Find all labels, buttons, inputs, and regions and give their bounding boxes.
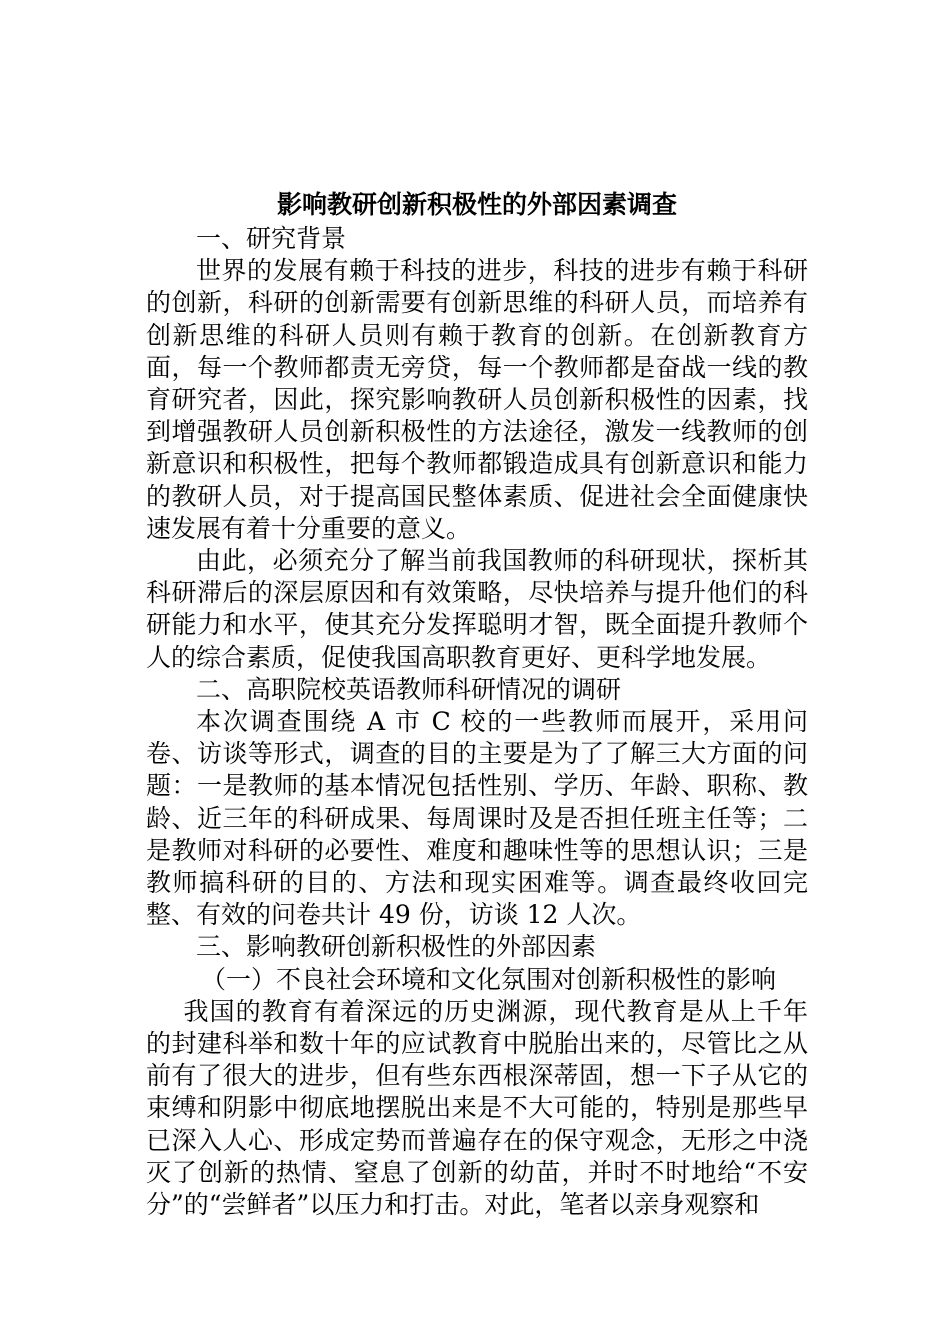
document-body — [146, 187, 808, 1221]
section-heading-1: 一、研究背景 — [196, 224, 347, 253]
section-heading-3: 三、影响教研创新积极性的外部因素 — [196, 932, 597, 962]
document-title: 影响教研创新积极性的外部因素调查 — [276, 190, 677, 219]
paragraph-1: 世界的发展有赖于科技的进步，科技的进步有赖于科研的创新，科研的创新需要有创新思维的科研人员，而培养有创新思维的科研人员则有赖于教育的创新。在创新教育方面，每一个教师都责无旁贷，每一个教师都是奋战一线的教育研究者，因此，探究影响教研人员创新积极性的因素，找到增强教研人员创新积极性的方法途径，激发一线教师的创新意识和积极性，把每个教师都锻造成具有创新意识和能力的教研人员，对于提高国民整体素质、促进社会全面健康快速发展有着十分重要的意义。 — [146, 256, 808, 543]
paragraph-4: 我国的教育有着深远的历史渊源，现代教育是从上千年的封建科举和数十年的应试教育中脱胎出来的，尽管比之从前有了很大的进步，但有些东西根深蒂固，想一下子从它的束缚和阴影中彻底地摆脱出来是不大可能的，特别是那些早已深入人心、形成定势而普遍存在的保守观念，无形之中浇灭了创新的热情、窒息了创新的幼苗，并时不时地给“不安分”的“尝鲜者”以压力和打击。对此，笔者以亲身观察和 — [146, 996, 808, 1220]
subsection-heading-1: （一）不良社会环境和文化氛围对创新积极性的影响 — [201, 964, 777, 994]
section-heading-2: 二、高职院校英语教师科研情况的调研 — [196, 674, 622, 704]
paragraph-3: 本次调查围绕 A 市 C 校的一些教师而展开，采用问卷、访谈等形式，调查的目的主要是为了了解三大方面的问题：一是教师的基本情况包括性别、学历、年龄、职称、教龄、近三年的科研成果、每周课时及是否担任班主任等；二是教师对科研的必要性、难度和趣味性等的思想认识；三是教师搞科研的目的、方法和现实困难等。调查最终收回完整、有效的问卷共计 49 份，访谈 12 人次。 — [146, 707, 808, 930]
paragraph-2: 由此，必须充分了解当前我国教师的科研现状，探析其科研滞后的深层原因和有效策略，尽快培养与提升他们的科研能力和水平，使其充分发挥聪明才智，既全面提升教师个人的综合素质，促使我国高职教育更好、更科学地发展。 — [146, 546, 808, 672]
